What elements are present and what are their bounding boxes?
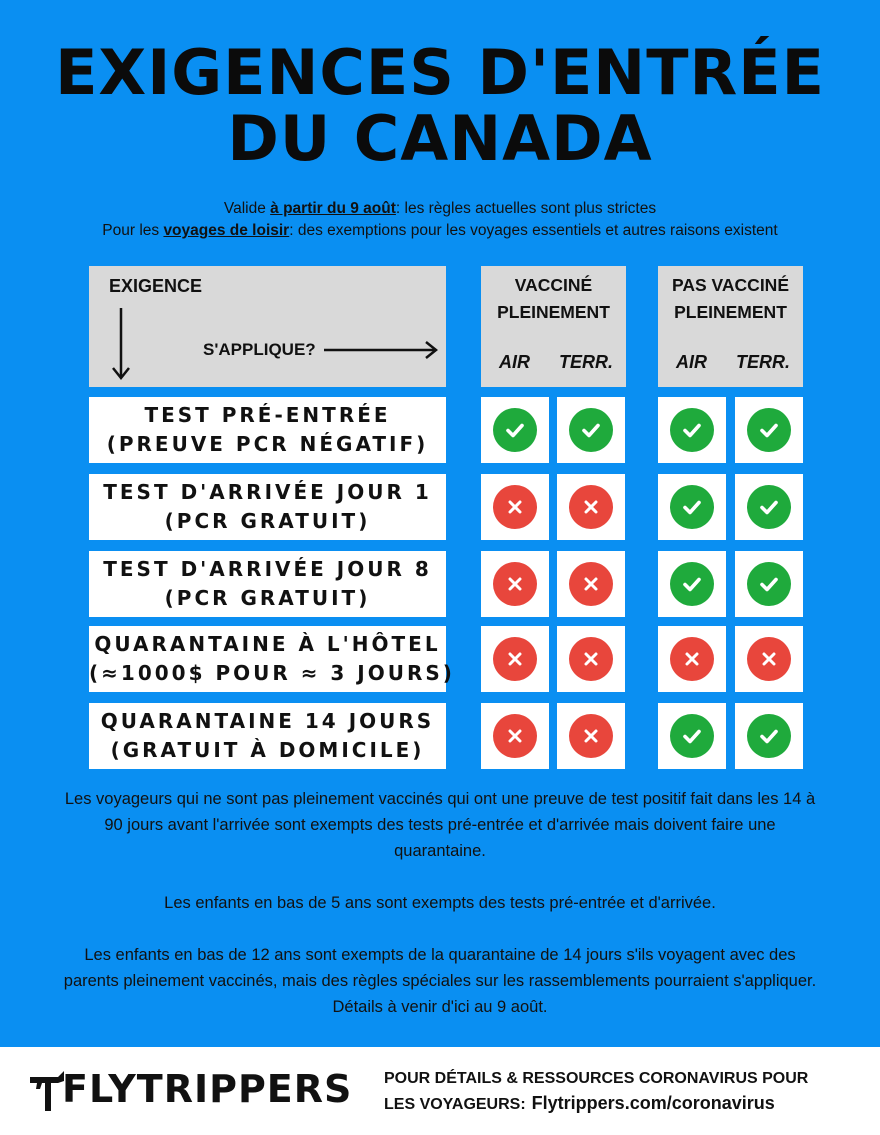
status-cell: [557, 626, 625, 692]
not-vaccinated-title-line-1: PAS VACCINÉ: [671, 275, 789, 295]
cross-icon: [747, 637, 791, 681]
requirement-name: QUARANTAINE 14 JOURS: [100, 709, 435, 733]
note-3: Les enfants en bas de 12 ans sont exempts de la quarantaine de 14 jours s'ils voyagent avec des parents pleinement vaccinés, mais des règles spéciales sur les rassemblements pourraient s'appliquer. Détails à venir d'ici au 9 août.: [63, 946, 817, 1016]
vaccinated-title-line-2: PLEINEMENT: [497, 302, 610, 322]
cross-icon: [569, 637, 613, 681]
checkmark-icon: [670, 714, 714, 758]
status-cell: [481, 474, 549, 540]
checkmark-icon: [747, 408, 791, 452]
notes: [60, 786, 820, 1046]
footer-line-2: [384, 1091, 808, 1117]
status-cell: [735, 551, 803, 617]
checkmark-icon: [747, 485, 791, 529]
status-cell: [481, 551, 549, 617]
status-cell: [735, 626, 803, 692]
title-line-1: EXIGENCES D'ENTRÉE: [55, 36, 825, 109]
status-cell: [557, 551, 625, 617]
page-title: [0, 36, 880, 175]
subtitle-text: : les règles actuelles sont plus strictes: [395, 200, 657, 217]
subtitle-text: Valide: [223, 200, 271, 217]
subtitle-emphasis: voyages de loisir: [163, 222, 290, 239]
note-2: Les enfants en bas de 5 ans sont exempts des tests pré-entrée et d'arrivée.: [164, 894, 716, 912]
subtitle-line-1: [0, 198, 880, 220]
applies-label: S'APPLIQUE?: [203, 340, 316, 359]
footer: [0, 1047, 880, 1135]
logo: FLYTRIPPERS: [62, 1067, 353, 1111]
status-cell: [735, 474, 803, 540]
not-vaccinated-title: [658, 272, 803, 326]
subtitle-text: : des exemptions pour les voyages essentiels et autres raisons existent: [289, 222, 778, 239]
requirement-label-2: [89, 474, 446, 540]
subtitle-text: Pour les: [102, 222, 164, 239]
title-line-2: DU CANADA: [227, 102, 653, 175]
footer-text: [384, 1067, 808, 1117]
cross-icon: [493, 562, 537, 606]
subtitle-emphasis: à partir du 9 août: [270, 200, 396, 217]
vaccinated-title-line-1: VACCINÉ: [514, 275, 593, 295]
checkmark-icon: [493, 408, 537, 452]
arrow-right-icon: [322, 340, 440, 360]
footer-line-2-text: LES VOYAGEURS:: [384, 1096, 526, 1113]
subtitle: [0, 198, 880, 242]
status-cell: [658, 551, 726, 617]
status-cell: [557, 703, 625, 769]
status-cell: [658, 626, 726, 692]
cross-icon: [493, 714, 537, 758]
footer-line-1: POUR DÉTAILS & RESSOURCES CORONAVIRUS POUR: [384, 1070, 809, 1087]
cross-icon: [569, 562, 613, 606]
requirement-detail: (PCR GRATUIT): [164, 586, 371, 610]
arrow-down-icon: [111, 306, 131, 382]
vaccinated-header: [481, 266, 626, 387]
requirement-label-1: [89, 397, 446, 463]
status-cell: [481, 397, 549, 463]
status-cell: [557, 474, 625, 540]
subtitle-line-2: [0, 220, 880, 242]
cross-icon: [670, 637, 714, 681]
air-label: AIR: [499, 352, 530, 372]
status-cell: [481, 626, 549, 692]
requirement-label-3: [89, 551, 446, 617]
air-label: AIR: [676, 352, 707, 372]
requirement-detail: (PCR GRATUIT): [164, 509, 371, 533]
requirement-label: EXIGENCE: [109, 276, 203, 296]
cross-icon: [493, 485, 537, 529]
status-cell: [658, 474, 726, 540]
checkmark-icon: [569, 408, 613, 452]
land-label: TERR.: [559, 352, 613, 372]
status-cell: [557, 397, 625, 463]
checkmark-icon: [670, 485, 714, 529]
land-label: TERR.: [736, 352, 790, 372]
not-vaccinated-header: [658, 266, 803, 387]
status-cell: [735, 703, 803, 769]
cross-icon: [569, 714, 613, 758]
requirement-name: QUARANTAINE À L'HÔTEL: [94, 632, 441, 656]
status-cell: [735, 397, 803, 463]
checkmark-icon: [670, 408, 714, 452]
checkmark-icon: [747, 714, 791, 758]
vaccinated-title: [481, 272, 626, 326]
requirement-detail: (≈1000$ POUR ≈ 3 JOURS): [89, 661, 455, 685]
requirement-name: TEST D'ARRIVÉE JOUR 8: [103, 557, 432, 581]
cross-icon: [493, 637, 537, 681]
checkmark-icon: [670, 562, 714, 606]
requirement-label-4: [89, 626, 455, 692]
status-cell: [481, 703, 549, 769]
note-1: Les voyageurs qui ne sont pas pleinement vaccinés qui ont une preuve de test positif fait dans les 14 à 90 jours avant l'arrivée sont exempts des tests pré-entrée et d'arrivée mais doivent faire une quarantaine.: [64, 790, 816, 860]
checkmark-icon: [747, 562, 791, 606]
requirement-header: [89, 266, 446, 387]
footer-link[interactable]: Flytrippers.com/coronavirus: [531, 1093, 775, 1113]
status-cell: [658, 703, 726, 769]
requirement-name: TEST D'ARRIVÉE JOUR 1: [103, 480, 432, 504]
requirement-detail: (GRATUIT À DOMICILE): [110, 738, 425, 762]
requirement-detail: (PREUVE PCR NÉGATIF): [106, 432, 429, 456]
not-vaccinated-title-line-2: PLEINEMENT: [674, 302, 787, 322]
requirement-label-5: [89, 703, 446, 769]
cross-icon: [569, 485, 613, 529]
status-cell: [658, 397, 726, 463]
requirement-name: TEST PRÉ-ENTRÉE: [144, 403, 391, 427]
